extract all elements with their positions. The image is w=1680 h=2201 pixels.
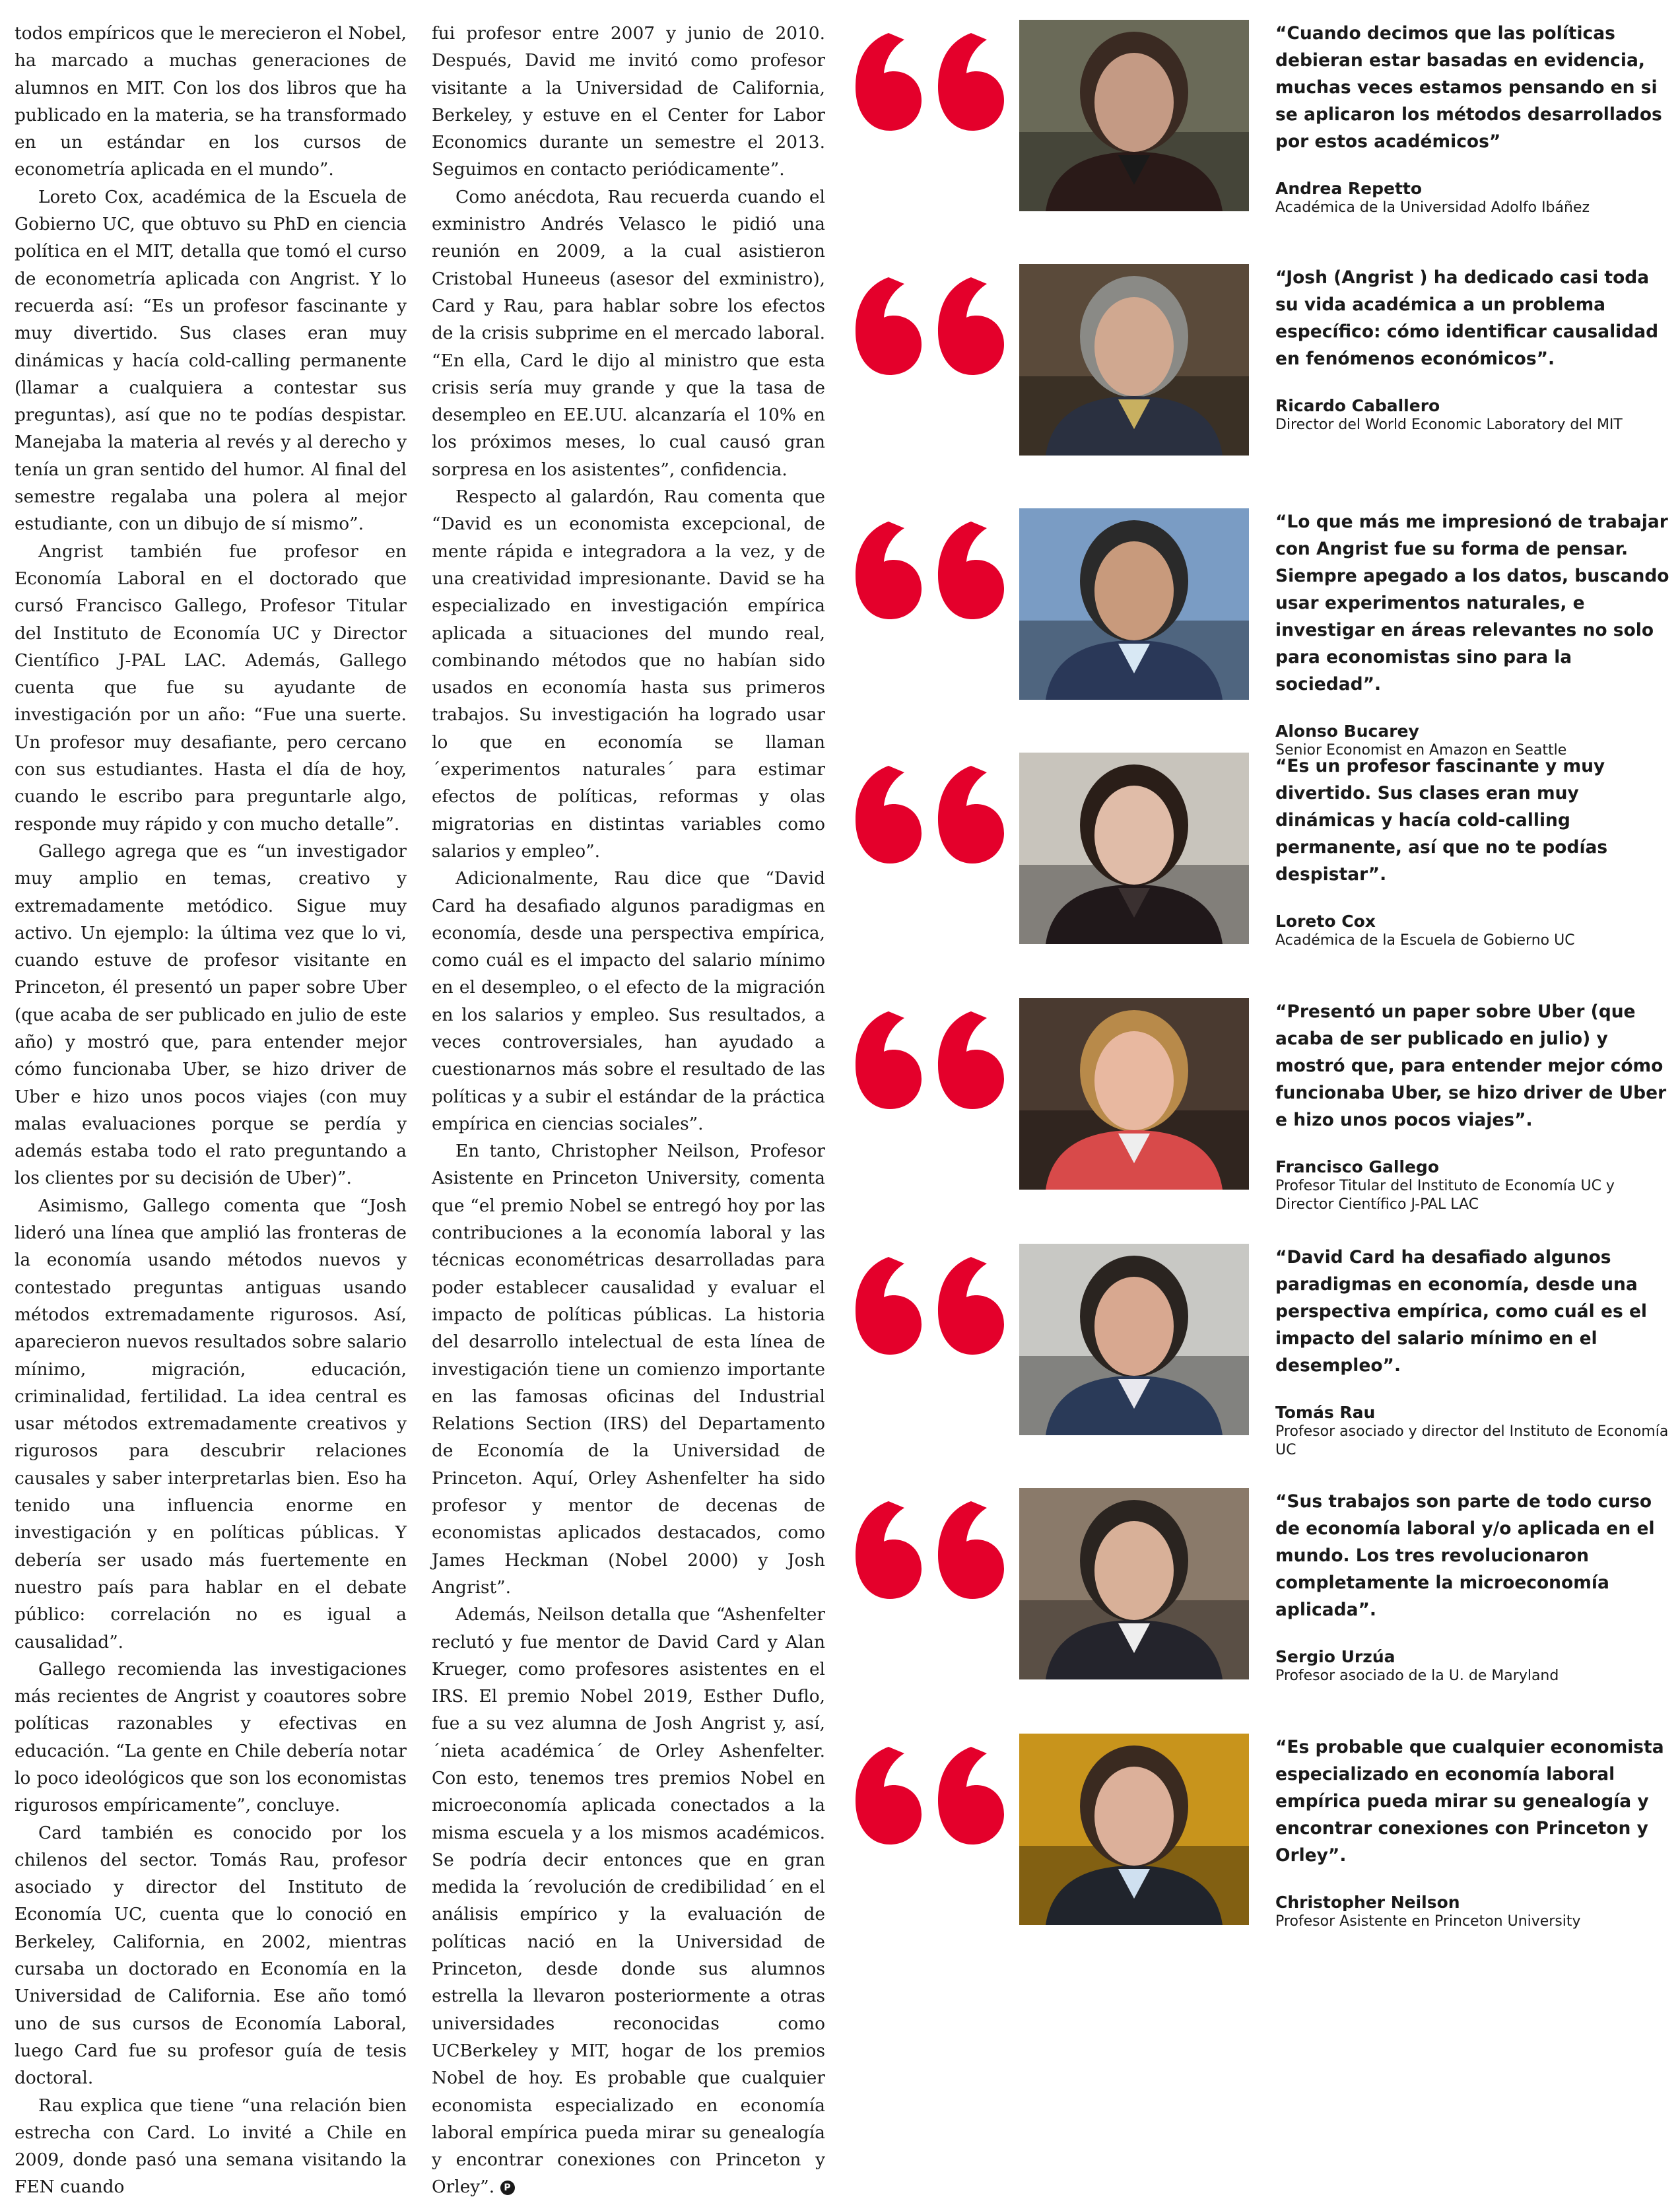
- quote-author-role: Director del World Economic Laboratory del MIT: [1275, 417, 1623, 433]
- article-paragraph: Angrist también fue profesor en Economía Laboral en el doctorado que cursó Francisco Gallego, Profesor Titular del Instituto de Economía UC y Director Científico J-PAL LAC. Además, Gallego cuenta que fue su ayudante de investigación por un año: “Fue una suerte. Un profesor muy desafiante, pero cercano con sus estudiantes. Hasta el día de hoy, cuando le escribo para preguntarle algo, responde muy rápido y con mucho detalle”.: [15, 541, 407, 834]
- portrait-photo: [1019, 1734, 1249, 1925]
- end-of-article-icon: P: [500, 2181, 515, 2195]
- quote-author-role: Profesor asociado y director del Instituto de Economía UC: [1275, 1423, 1669, 1458]
- portrait-photo: [1019, 20, 1249, 211]
- quote-author-name: Ricardo Caballero: [1275, 396, 1440, 415]
- article-paragraph: Card también es conocido por los chilenos del sector. Tomás Rau, profesor asociado y director del Instituto de Economía UC, cuenta que lo conoció en Berkeley, California, en 2002, mientras cursaba un doctorado en Economía en la Universidad de California. Ese año tomó uno de sus cursos de Economía Laboral, luego Card fue su profesor guía de tesis doctoral.: [15, 1822, 407, 2089]
- quote-author-role: Profesor Titular del Instituto de Economía UC y Director Científico J-PAL LAC: [1275, 1178, 1615, 1213]
- portrait-photo: [1019, 508, 1249, 700]
- article-column-2: [432, 20, 825, 2201]
- article-paragraph: Respecto al galardón, Rau comenta que “David es un economista excepcional, de mente rápida e integradora a la vez, y de una creatividad impresionante. David se ha especializado en investigación empírica aplicada a situaciones del mundo real, combinando métodos que no habían sido usados en economía hasta sus primeros trabajos. Su investigación ha logrado usar lo que en economía se llaman ´experimentos naturales´ para estimar efectos de políticas, reformas y olas migratorias en distintas variables como salarios y empleo”.: [432, 487, 825, 862]
- article-paragraph: Gallego recomienda las investigaciones más recientes de Angrist y coautores sobre políticas razonables y efectivas en educación. “La gente en Chile debería notar lo poco ideológicos que son los economistas rigurosos empíricamente”, concluye.: [15, 1658, 407, 1816]
- article-paragraph: Asimismo, Gallego comenta que “Josh lideró una línea que amplió las fronteras de la economía usando métodos nuevos y contestado preguntas antiguas usando métodos extremadamente rigurosos. Así, aparecieron nuevos resultados sobre salario mínimo, migración, educación, criminalidad, fertilidad. La idea central es usar métodos extremadamente creativos y rigurosos para descubrir relaciones causales y saber interpretarlas bien. Eso ha tenido una influencia enorme en investigación y en políticas públicas. Y debería ser usado más fuertemente en nuestro país para hablar en el debate público: correlación no es igual a causalidad”.: [15, 1195, 407, 1652]
- quote-text: “Sus trabajos son parte de todo curso de economía laboral y/o aplicada en el mundo. Los tres revolucionaron completamente la microeconomía aplicada”.: [1275, 1491, 1655, 1620]
- quote-card-7: [856, 1488, 1674, 1686]
- quote-mark-icon: [856, 1747, 1007, 1846]
- quote-card-5: [856, 998, 1674, 1213]
- quote-author-name: Christopher Neilson: [1275, 1893, 1460, 1912]
- quote-mark-icon: [856, 277, 1007, 376]
- article-paragraph: [432, 1601, 825, 2201]
- portrait-photo: [1019, 753, 1249, 944]
- quote-text: “Cuando decimos que las políticas debieran estar basadas en evidencia, muchas veces estamos pensando en si se aplicaron los métodos desarrollados por estos académicos”: [1275, 23, 1662, 152]
- quote-author-role: Académica de la Universidad Adolfo Ibáñez: [1275, 199, 1590, 216]
- quote-author-name: Tomás Rau: [1275, 1403, 1376, 1422]
- quote-author-name: Loreto Cox: [1275, 912, 1376, 931]
- article-paragraph: Adicionalmente, Rau dice que “David Card ha desafiado algunos paradigmas en economía, desde una perspectiva empírica, como cuál es el impacto del salario mínimo en el desempleo, o el efecto de la migración en los salarios y empleo. Sus resultados, a veces controversiales, han ayudado a cuestionarnos más sobre el resultado de las políticas y a subir el estándar de la práctica empírica en ciencias sociales”.: [432, 868, 825, 1134]
- article-paragraph: Rau explica que tiene “una relación bien estrecha con Card. Lo invité a Chile en 2009, donde pasó una semana visitando la FEN cuando: [15, 2095, 407, 2198]
- quote-text: “Josh (Angrist ) ha dedicado casi toda su vida académica a un problema específico: cómo identificar causalidad en fenómenos económicos”.: [1275, 267, 1659, 369]
- article-paragraph: Loreto Cox, académica de la Escuela de Gobierno UC, que obtuvo su PhD en ciencia política en el MIT, detalla que tomó el curso de econometría aplicada con Angrist. Y lo recuerda así: “Es un profesor fascinante y muy divertido. Sus clases eran muy dinámicas y hacía cold-calling permanente (llamar a cualquiera a contestar sus preguntas), así que no te podías despistar. Manejaba la materia al revés y al derecho y tenía un gran sentido del humor. Al final del semestre regalaba una polera al mejor estudiante, con un dibujo de sí mismo”.: [15, 186, 407, 535]
- article-paragraph: En tanto, Christopher Neilson, Profesor Asistente en Princeton University, comenta que “el premio Nobel se entregó hoy por las contribuciones a la economía laboral y las técnicas econométricas desarrolladas para poder establecer causalidad y evaluar el impacto de políticas públicas. La historia del desarrollo intelectual de esta línea de investigación tiene un comienzo importante en las famosas oficinas del Industrial Relations Section (IRS) del Departamento de Economía de la Universidad de Princeton. Aquí, Orley Ashenfelter ha sido profesor y mentor de decenas de economistas aplicados destacados, como James Heckman (Nobel 2000) y Josh Angrist”.: [432, 1141, 825, 1598]
- quote-mark-icon: [856, 522, 1007, 621]
- quote-text: “Es un profesor fascinante y muy divertido. Sus clases eran muy dinámicas y hacía cold-calling permanente, así que no te podías despistar”.: [1275, 756, 1608, 885]
- quote-author-role: Profesor asociado de la U. de Maryland: [1275, 1668, 1559, 1684]
- portrait-photo: [1019, 1488, 1249, 1679]
- quote-author-role: Profesor Asistente en Princeton University: [1275, 1913, 1581, 1930]
- quote-card-1: [856, 20, 1674, 218]
- quote-author-name: Andrea Repetto: [1275, 179, 1423, 198]
- quote-author-name: Alonso Bucarey: [1275, 722, 1419, 741]
- quote-card-3: [856, 508, 1674, 759]
- quote-mark-icon: [856, 1011, 1007, 1110]
- quote-text: “David Card ha desafiado algunos paradigmas en economía, desde una perspectiva empírica, como cuál es el impacto del salario mínimo en el desempleo”.: [1275, 1247, 1647, 1376]
- quote-author-name: Sergio Urzúa: [1275, 1647, 1395, 1666]
- quote-mark-icon: [856, 1257, 1007, 1356]
- quote-card-6: [856, 1244, 1674, 1458]
- quote-author-role: Académica de la Escuela de Gobierno UC: [1275, 932, 1575, 949]
- quote-mark-icon: [856, 33, 1007, 132]
- quote-text: “Es probable que cualquier economista especializado en economía laboral empírica pueda mirar su genealogía y encontrar conexiones con Princeton y Orley”.: [1275, 1737, 1664, 1866]
- article-paragraph: Gallego agrega que es “un investigador muy amplio en temas, creativo y extremadamente metódico. Sigue muy activo. Un ejemplo: la última vez que lo vi, cuando estuve de profesor visitante en Princeton, él presentó un paper sobre Uber (que acaba de ser publicado en julio de este año) y mostró que, para entender mejor cómo funcionaba Uber, se hizo driver de Uber e hizo unos pocos viajes (con muy malas evaluaciones porque se perdía y además estaba todo el rato preguntando a los clientes por su decisión de Uber)”.: [15, 840, 407, 1189]
- quote-card-2: [856, 264, 1674, 462]
- quote-card-4: [856, 753, 1674, 951]
- portrait-photo: [1019, 1244, 1249, 1435]
- article-column-1: [15, 20, 407, 2201]
- portrait-photo: [1019, 264, 1249, 456]
- article-paragraph-text: Además, Neilson detalla que “Ashenfelter reclutó y fue mentor de David Card y Alan Krueger, como profesores asistentes en el IRS. El premio Nobel 2019, Esther Duflo, fue a su vez alumna de Josh Angrist y, así, ´nieta académica´ de Orley Ashenfelter. Con esto, tenemos tres premios Nobel en microeconomía aplicada conectados a la misma escuela y a los mismos académicos. Se podría decir entonces que en gran medida la ´revolución de credibilidad´ en el análisis empírico y la evaluación de políticas nació en la Universidad de Princeton, desde donde sus alumnos estrella la llevaron posteriormente a otras universidades reconocidas como UCBerkeley y MIT, hogar de los premios Nobel de hoy. Es probable que cualquier economista especializado en economía laboral empírica pueda mirar su genealogía y encontrar conexiones con Princeton y Orley”.: [432, 1604, 825, 2198]
- quote-mark-icon: [856, 766, 1007, 865]
- quote-author-role: Senior Economist en Amazon en Seattle: [1275, 742, 1567, 759]
- quote-text: “Presentó un paper sobre Uber (que acaba de ser publicado en julio) y mostró que, para entender mejor cómo funcionaba Uber, se hizo driver de Uber e hizo unos pocos viajes”.: [1275, 1001, 1667, 1130]
- quote-mark-icon: [856, 1501, 1007, 1600]
- article-paragraph: todos empíricos que le merecieron el Nobel, ha marcado a muchas generaciones de alumnos en MIT. Con los dos libros que ha publicado en la materia, se ha transformado en un estándar en los cursos de econometría aplicada en el mundo”.: [15, 23, 407, 180]
- quote-text: “Lo que más me impresionó de trabajar con Angrist fue su forma de pensar. Siempre apegado a los datos, buscando usar experimentos naturales, e investigar en áreas relevantes no solo para economistas sino para la sociedad”.: [1275, 512, 1669, 694]
- article-paragraph: fui profesor entre 2007 y junio de 2010. Después, David me invitó como profesor visitante a la Universidad de California, Berkeley, y estuve en el Center for Labor Economics durante un semestre el 2013. Seguimos en contacto periódicamente”.: [432, 23, 825, 180]
- quote-card-8: [856, 1734, 1674, 1932]
- quote-author-name: Francisco Gallego: [1275, 1157, 1439, 1176]
- article-paragraph: Como anécdota, Rau recuerda cuando el exministro Andrés Velasco le pidió una reunión en 2009, a la cual asistieron Cristobal Huneeus (asesor del exministro), Card y Rau, para hablar sobre los efectos de la crisis subprime en el mercado laboral. “En ella, Card le dijo al ministro que esta crisis sería muy grande y que la tasa de desempleo en EE.UU. alcanzaría el 10% en los próximos meses, lo cual causó gran sorpresa en los asistentes”, confidencia.: [432, 186, 825, 480]
- portrait-photo: [1019, 998, 1249, 1190]
